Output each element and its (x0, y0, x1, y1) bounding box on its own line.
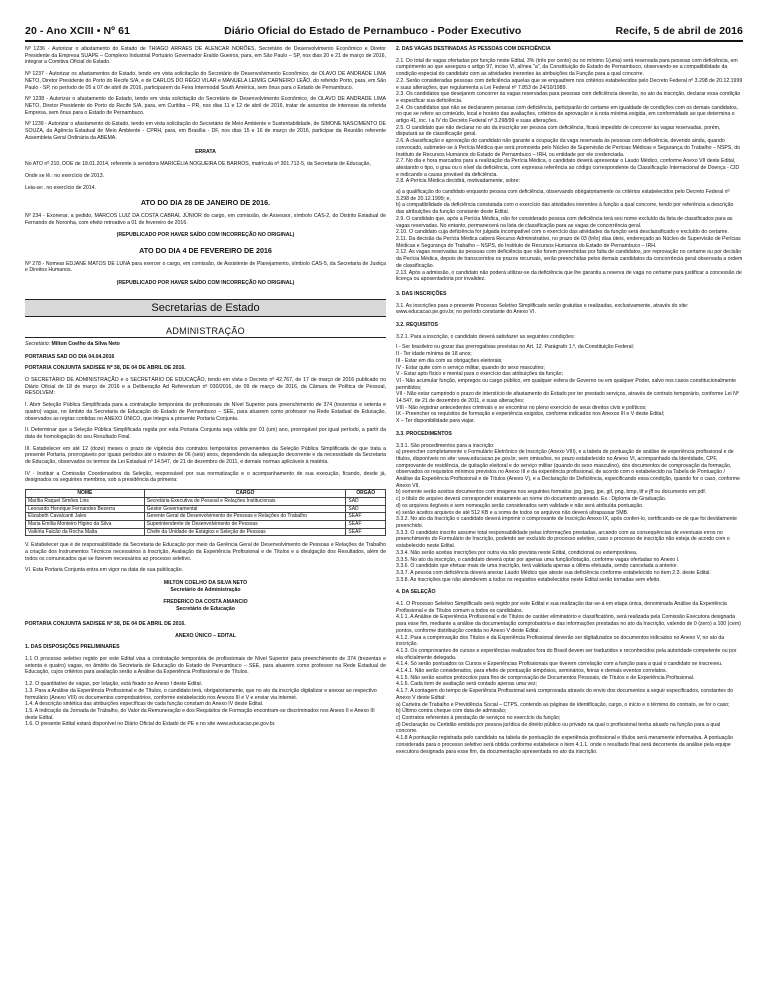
requirement-item: II - Ter idade mínima de 18 anos; (396, 351, 472, 358)
item-3-3-8: 3.3.8. As inscrições que não atenderem a todos os requisitos estabelecidos neste Edital serão tornadas sem efeito. (396, 576, 661, 583)
item-1-1: 1.1 O processo seletivo regido por este Edital visa a contratação temporária de profissionais de Nível Superior para preenchimento de 374 (trezentas e setenta e quatro) vagas, no âmbito da Secretaria de Educação do Estado de Pernambuco – SEE, para atuarem como professor na Rede Estadual de Educação, cujos critérios para avaliação serão a Análise da Experiência Profissional e de Títulos. (25, 655, 386, 676)
item-4-1-7-c: c) Contratos referentes à prestação de serviços no exercício da função; (396, 714, 561, 721)
requirement-item: I - Ser brasileiro ou gozar das prerrogativas previstas no Art. 12. Parágrafo 1.º, da Constituição Federal; (396, 344, 635, 351)
item-3-3-1-e: e) serão aceitos arquivos de até 512 KB e a soma de todos os arquivos não deverá ultrapassar 5MB. (396, 509, 629, 516)
page-header (25, 24, 743, 38)
portaria-conjunta-heading-2: PORTARIA CONJUNTA SAD/SEE Nº 38, DE 04 DE ABRIL DE 2016. (25, 620, 186, 627)
signature-1-role: Secretário de Administração (170, 586, 241, 593)
errata-title: ERRATA (195, 149, 216, 156)
table-cell: Gestor Governamental (144, 505, 346, 513)
item-3-3-6: 3.3.6. O candidato que efetuar mais de uma inscrição, terá validada apenas a última efetuada, sendo cancelada a anterior. (396, 563, 679, 570)
item-2-11: 2.11. Da decisão da Perícia Médica caberá Recurso Administrativo, no prazo de 03 (três) dias úteis, endereçado ao Núcleo de Supervisão de Perícias Médicas e Segurança do Trabalho – NSPS, do Instituto de Recursos Humanos do Estado de Pernambuco – IRH. (396, 235, 741, 249)
item-3-3-5: 3.3.5. No ato da inscrição, o candidato deverá optar por apenas uma função/lotação, conforme vagas ofertadas no Anexo I. (396, 556, 680, 563)
ato2-text: Nº 278 - Nomear EDJANE MATOS DE LUNA para exercer o cargo, em comissão, de Assistente de Planejamento, símbolo CAS-5, da Secretaria de Justiça e Direitos Humanos. (25, 260, 386, 274)
item-2-12: 2.12. As vagas reservadas às pessoas com deficiência que não forem preenchidas por falta de candidatos, por reprovação no certame ou por decisão da Perícia Médica, depois de transcorridos os prazos recursais, serão preenchidas pelos demais candidatos da concorrência geral observada a ordem de classificação. (396, 249, 743, 269)
left-column (25, 46, 386, 728)
section-4-heading: 4. DA SELEÇÃO (396, 589, 436, 596)
table-cell: Gerente Geral de Desenvolvimento de Pessoas e Relações do Trabalho (144, 513, 346, 521)
errata-text: No ATO nº 210, DOE de 18.01.2014, referente à servidora MARICÉLIA NOGUEIRA DE BARROS, matrícula nº 301.712-5, da Secretaria de Educação, (25, 161, 371, 168)
item-4-1-2: 4.1.2. Para a comprovação dos Títulos e da Experiência Profissional deverão ser digitalizados os documentos indicados no Anexo V, no ato da inscrição. (396, 634, 725, 648)
item-4-1-4-1: 4.1.4.1. Não serão considerados, para efeito de pontuação simpósios, seminários, feiras e demais eventos correlatos. (396, 668, 668, 675)
act-1238: Nº 1238 - Autorizar o afastamento do Estado, tendo em vista solicitação do Secretário de Desenvolvimento Econômico, de OLAVO DE ANDRADE LIMA NETO, Diretor Presidente do Porto do Recife S/A, para, em Curitiba – PR, nos dias 11 e 12 de abril de 2016, tratar de assuntos de interesse da referida Empresa, sem ônus para o Estado de Pernambuco. (25, 96, 386, 116)
item-3-3-1-c: c) o título do arquivo deverá corresponder exatamente ao nome do documento anexado. Ex.: Diploma de Graduação. (396, 496, 667, 503)
section-band-secretarias: Secretarias de Estado (25, 299, 386, 317)
table-cell: Chefe da Unidade de Estágios e Seleção de Pessoas (144, 528, 346, 536)
section-2-heading: 2. DAS VAGAS DESTINADAS ÀS PESSOAS COM DEFICIÊNCIA (396, 46, 551, 52)
table-row (26, 520, 386, 528)
act-1236: Nº 1236 - Autorizar o afastamento do Estado de THIAGO ARRAES DE ALENCAR NORÕES, Secretário de Desenvolvimento Econômico e Diretor Presidente da Empresa SUAPE – Complexo Industrial Portuário Governador Eraldo Gueiros, para, em São Paulo – SP, nos dias 20 e 21 de março de 2016, integrar a Comitiva Oficial do Estado. (25, 46, 386, 66)
item-1-2: 1.2. O quantitativo de vagas, por lotação, está fixado no Anexo I deste Edital. (25, 681, 203, 688)
requirement-item: V - Estar apto físico e mental para o exercício das atribuições da função; (396, 371, 563, 378)
item-v: V. Estabelecer que é de responsabilidade da Secretaria de Educação por meio da Gerência Geral de Desenvolvimento de Pessoas e Relações de Trabalho a criação dos Instrumentos Técnicos necessários à Inscrição, Avaliação da Experiência Profissional e de Títulos e a divulgação dos Resultados, além de todos os comunicados que se fizerem necessários ao processo seletivo. (25, 542, 386, 562)
commission-table (25, 489, 386, 536)
item-3-3-1-b: b) somente serão aceitos documentos com imagens nos seguintes formatos: jpg, jpeg, jpe, gif, png, bmp, tif e jff ou documento em pdf. (396, 489, 707, 496)
table-cell: SEAF (346, 520, 386, 528)
item-3-3-1-a: a) preencher completamente o Formulário Eletrônico de Inscrição (Anexo VIII), e a tabela de pontuação de análise de experiência profissional e de títulos, disponíveis no site: www.educacao.pe.gov.br, sem omissões, no prazo estabelecido no Anexo VI, acompanhado da Identidade, CPF, comprovante de residência, de quitação eleitoral e do serviço militar (quando do sexo masculino), dos documentos de comprovação da formação, observados os requisitos mínimos previstos no Anexo III e da experiência profissional, de acordo com o estabelecido na Tabela de Pontuação / Análise da Experiência Profissional e de Títulos (Anexo V), e a Declaração de Deficiência, especificando essa condição, quando for o caso, conforme Anexo VII. (396, 449, 740, 489)
portarias-heading: PORTARIAS SAD DO DIA 04.04.2016 (25, 353, 115, 360)
signature-2-name: FREDERICO DA COSTA AMANCIO (163, 599, 248, 606)
item-1-4: 1.4. A descrição sintética das atribuições específicas de cada função constam do Anexo IV deste Edital. (25, 701, 264, 708)
item-2-9: 2.9. O candidato que, após a Perícia Médica, não for considerado pessoa com deficiência terá seu nome excluído da lista de classificados para as vagas reservadas. No entanto, permanecerá na lista de classificação para as vagas de concorrência geral. (396, 215, 733, 229)
requirement-item: VII - Não estar cumprindo o prazo de interstício de afastamento do Estado por ter prestado serviços, através de contrato temporário, conforme Lei Nº 14.547, de 21 de dezembro de 2011, e suas alterações; (396, 391, 739, 405)
dept-title: ADMINISTRAÇÃO (166, 325, 245, 336)
header-date: Recife, 5 de abril de 2016 (615, 25, 743, 37)
item-1-3: 1.3. Para a Análise da Experiência Profissional e de Títulos, o candidato terá, obrigatoriamente, que no ato da inscrição digitalizar e anexar ao respectivo formulário (Anexo VIII) os documentos comprobatórios, conforme estabelecido nos Anexos III e V e enviar via internet. (25, 687, 377, 701)
requirement-item: VI - Não acumular função, empregos ou cargo público, em qualquer esfera de Governo ou em qualquer Poder, salvo nos casos constitucionalmente permitidos; (396, 377, 736, 391)
requirement-item: X – Ter disponibilidade para viajar. (396, 418, 475, 425)
section-3-3-heading: 3.3. PROCEDIMENTOS (396, 430, 452, 437)
col-cargo: CARGO (144, 490, 346, 498)
right-column (396, 46, 743, 755)
item-2-2: 2.2. Serão consideradas pessoas com deficiência aquelas que se enquadrem nos critérios estabelecidos pelo Decreto Federal nº 3.298 de 20.12.1999 e suas alterações, que regulamenta a Lei Federal nº 7.853 de 24/10/1989. (396, 77, 743, 91)
table-row (26, 505, 386, 513)
table-header-row (26, 490, 386, 498)
header-title: Diário Oficial do Estado de Pernambuco - Poder Executivo (224, 25, 522, 37)
item-1-5: 1.5. A indicação da Jornada de Trabalho, do Valor da Remuneração e dos Requisitos de Formação encontram-se discriminados nos Anexo II e Anexo III deste Edital. (25, 707, 375, 721)
anexo-title: ANEXO ÚNICO – EDITAL (175, 632, 236, 639)
section-1-heading: 1. DAS DISPOSIÇÕES PRELIMINARES (25, 644, 120, 651)
errata-onde: Onde se lê.: no exercício de 2013. (25, 172, 105, 179)
item-3-3-2: 3.3.2. No ato da Inscrição o candidato deverá imprimir o comprovante de Inscrição Anexo IX, após conferi-lo, certificando-se de que foi devidamente preenchido. (396, 516, 737, 529)
item-2-8: 2.8. A Perícia Médica decidirá, motivadamente, sobre: (396, 178, 520, 185)
col-orgao: ÓRGÃO (346, 490, 386, 498)
item-2-7: 2.7. No dia e hora marcados para a realização da Perícia Médica, o candidato deverá apresentar o Laudo Médico, conforme Anexo VII deste Edital, atestando o tipo, o grau ou o nível da deficiência, com expressa referência ao código correspondente da Classificação Internacional de Doença - CID e indicando a causa provável da deficiência. (396, 158, 740, 178)
table-cell: Leonardo Henrique Fernandes Bezerra (26, 505, 145, 513)
section-3-2-heading: 3.2. REQUISITOS (396, 322, 438, 329)
secretary-label: Secretário: (25, 340, 51, 347)
item-2-3: 2.3. Os candidatos que desejarem concorrer às vagas reservadas para pessoas com deficiência deverão, no ato da inscrição, declarar essa condição e especificar sua deficiência. (396, 91, 741, 104)
requirement-item: III - Estar em dia com as obrigações eleitorais; (396, 357, 503, 364)
item-4-1: 4.1. O Processo Seletivo Simplificado será regido por este Edital e sua realização dar-se-á em etapa única, denominada Análise da Experiência Profissional e de Títulos comum a todos os candidatos. (396, 601, 727, 614)
item-2-13: 2.13. Após a admissão, o candidato não poderá utilizar-se da deficiência que lhe garantiu a reserva de vaga no certame para justificar a concessão de licença ou aposentadoria por invalidez. (396, 269, 742, 283)
table-cell: SAD (346, 505, 386, 513)
col-nome: NOME (26, 490, 145, 498)
secretary-line (25, 341, 386, 348)
item-3-1: 3.1. As inscrições para o presente Processo Seletivo Simplificado serão gratuitas e realizadas, exclusivamente, através do site: www.educacao.pe.gov.br, no período constante do Anexo VI. (396, 302, 689, 316)
table-cell: Marília Raquel Simões Lins (26, 497, 145, 505)
table-cell: SEAF (346, 528, 386, 536)
item-3-3-4: 3.3.4. Não serão aceitas inscrições por outra via não prevista neste Edital, condicional ou extemporânea. (396, 549, 638, 556)
table-cell: Elizabeth Cavalcanti Jales (26, 513, 145, 521)
item-2-8-b: b) a compatibilidade da deficiência constatada com o exercício das atividades inerentes à função a qual concorre, tendo por referência a descrição das atribuições da função constante deste Edital. (396, 202, 734, 216)
item-2-10: 2.10. O candidato cuja deficiência for julgada incompatível com o exercício das atividades da função será desclassificado e excluído do certame. (396, 229, 729, 236)
item-3-3-1: 3.3.1. São procedimentos para a inscrição: (396, 442, 495, 449)
signature-2-role: Secretário de Educação (176, 606, 235, 613)
requirement-item: VIII - Não registrar antecedentes criminais e se encontrar no pleno exercício de seus direitos civis e políticos; (396, 404, 647, 411)
section-3-heading: 3. DAS INSCRIÇÕES (396, 290, 447, 297)
table-cell: Maria Emília Monteiro Higino da Silva (26, 520, 145, 528)
item-4-1-5: 4.1.5. Não serão aceitos protocolos para fins de comprovação de Documentos Pessoais, de Títulos e de Experiência Profissional. (396, 674, 695, 681)
item-4-1-7-a: a) Carteira de Trabalho e Previdência Social – CTPS, contendo as páginas de identificação, cargo, o início e o término do contrato, se for o caso; (396, 701, 730, 708)
item-4-1-6: 4.1.6. Cada item de avaliação será contado apenas uma vez; (396, 681, 538, 688)
republicado-note-2: (REPUBLICADO POR HAVER SAÍDO COM INCORREÇÃO NO ORIGINAL) (116, 280, 295, 287)
table-cell: Secretária Executiva de Pessoal e Relações Institucionais (144, 497, 346, 505)
item-iii: III. Estabelecer em até 12 (doze) meses o prazo de vigência dos contratos temporários provenientes da Seleção Pública Simplificada de que trata a presente Portaria, prorrogáveis por iguais períodos até o máximo de 06 (seis) anos, dependendo da adequação decorrente e da necessidade da Secretaria de Educação, observados os termos da Lei Estadual nº 14.547, de 21 de dezembro de 2011, e demais normas aplicáveis à matéria. (25, 445, 386, 466)
item-2-4: 2.4. Os candidatos que não se declararem pessoas com deficiência, participarão do certame em igualdade de condições com os demais candidatos, no que se refere ao conteúdo, local e horário das avaliações, critérios de aprovação e à nota mínima exigida, em conformidade ao que determina o artigo 41, inc. I a IV do Decreto Federal nº 3.298/99 e suas alterações. (396, 104, 738, 125)
act-1239: Nº 1239 - Autorizar o afastamento do Estado, tendo em vista solicitação do Secretário de Meio Ambiente e Sustentabilidade, de SIMONE NASCIMENTO DE SOUZA, da Agência Estadual de Meio Ambiente - CPRH, para, em Brasília - DF, nos dias 15 e 16 de março de 2016, participar da Reunião referente Assembleia Geral Ordinária da ABEMA. (25, 121, 386, 141)
item-ii: II. Determinar que a Seleção Pública Simplificada regida por esta Portaria Conjunta seja válida por 01 (um) ano, prorrogável por igual período, a partir da data de homologação do seu Resultado Final. (25, 427, 386, 440)
item-vi: VI. Esta Portaria Conjunta entra em vigor na data de sua publicação. (25, 567, 184, 574)
item-iv: IV - Instituir a Comissão Coordenadora da Seleção, responsável por sua normatização e o acompanhamento de sua execução, ficando, desde já, designados os seguintes membros, sob a presidência da primeira: (25, 470, 386, 484)
item-4-1-3: 4.1.3. Os comprovantes de cursos e experiências realizados fora do Brasil devem ser traduzidos e reconhecidos pela autoridade competente ou por ela oficialmente delegada. (396, 647, 737, 661)
requirement-item: IV - Estar quite com o serviço militar, quando do sexo masculino; (396, 364, 545, 371)
item-2-8-a: a) a qualificação do candidato enquanto pessoa com deficiência, observando obrigatoriamente os critérios estabelecidos pelo Decreto Federal nº 3.298 de 20.12.1999; e, (396, 189, 730, 202)
item-2-6: 2.6. A classificação e aprovação do candidato não garante a ocupação da vaga reservada às pessoas com deficiência, devendo ainda, quando convocado, submeter-se à Perícia Médica que será promovida pelo Núcleo de Supervisão de Perícias Médicas e Segurança do Trabalho – NSPS, do Instituto de Recursos Humanos do Estado de Pernambuco – IRH, ou entidade por ele credenciada. (396, 138, 741, 158)
table-row (26, 497, 386, 505)
item-4-1-7-d: d) Declaração ou Certidão emitida por pessoa jurídica de direito público ou privado na qual o profissional tenha atuado na função para a qual concorre. (396, 721, 721, 735)
item-3-3-3: 3.3.3. O candidato inscrito assume total responsabilidade pelas informações prestadas, arcando com as consequências de eventuais erros no preenchimento do Formulário de Inscrição, podendo ser excluído do processo seletivo, caso o processo de inscrição não esteja de acordo com o estabelecido neste Edital. (396, 529, 730, 550)
item-1-6: 1.6. O presente Edital estará disponível no Diário Oficial do Estado de PE e no site www.educacao.pe.gov.br. (25, 721, 276, 728)
item-4-1-4: 4.1.4. Só serão pontuados os Cursos e Experiências Profissionais que tiverem correlação com a função para a qual o candidato se inscreveu. (396, 661, 723, 668)
item-2-5: 2.5. O candidato que não declarar no ato da inscrição ser pessoa com deficiência, ficará impedido de concorrer às vagas reservadas, porém, disputará as de classificação geral. (396, 124, 721, 138)
table-cell: Superintendente de Desenvolvimento de Pessoas (144, 520, 346, 528)
item-3-2-1: 3.2.1. Para a inscrição, o candidato deverá satisfazer as seguintes condições: (396, 333, 576, 340)
requirement-item: IX - Preencher os requisitos de formação e experiência exigidos, conforme indicados nos Anexos III e V deste Edital; (396, 411, 665, 418)
table-cell: SEAF (346, 513, 386, 521)
ato1-text: Nº 234 - Exonerar, a pedido, MARCOS LUIZ DA COSTA CABRAL JÚNIOR do cargo, em comissão, de Assessor, símbolo CAS-2, do Distrito Estadual de Fernando de Noronha, com efeito retroativo a 01 de fevereiro de 2016. (25, 212, 386, 226)
signature-1-name: MILTON COELHO DA SILVA NETO (163, 580, 248, 587)
dept-header (25, 325, 386, 338)
header-edition: 20 - Ano XCIII • Nº 61 (25, 25, 131, 37)
item-4-1-7: 4.1.7. A contagem do tempo de Experiência Profissional será comprovada através do envio dos documentos a seguir especificados, constantes do Anexo V deste Edital: (396, 688, 734, 701)
item-3-3-1-d: d) os arquivos ilegíveis e sem nomeação serão considerados sem validade e não será atribuída pontuação. (396, 502, 644, 509)
item-4-1-1: 4.1.1. A Análise de Experiência Profissional e de Títulos de caráter eliminatório e classificatório, será realizada pela Comissão Executora designada para esse fim, mediante a análise da documentação comprobatória e das informações prestadas no ato da Inscrição, valendo de 0 (zero) a 100 (cem) pontos, conforme distribuição contida no Anexo V deste Edital. (396, 614, 741, 634)
ato2-title: ATO DO DIA 4 DE FEVEREIRO DE 2016 (139, 246, 272, 256)
ato1-title: ATO DO DIA 28 DE JANEIRO DE 2016. (140, 198, 271, 208)
table-row (26, 528, 386, 536)
errata-leia: Leia-se:. no exercício de 2014. (25, 184, 96, 191)
header-rule (25, 40, 743, 42)
act-1237: Nº 1237 - Autorizar os afastamentos do Estado, tendo em vista solicitação do Secretário de Desenvolvimento Econômico, de OLAVO DE ANDRADE LIMA NETO, Diretor Presidente do Porto do Recife S/A, e de CARLOS DO RÊGO VILAR e MANUELA LEIMIG CARNEIRO LEÃO, do referido Porto, para, em São Paulo - SP, no período de 05 a 07 de abril de 2016, participarem da Feira Intermodal South América, sem ônus para o Estado de Pernambuco. (25, 71, 386, 91)
signature-1 (25, 580, 386, 593)
table-cell: SAD (346, 497, 386, 505)
item-3-3-7: 3.3.7. A pessoa com deficiência deverá anexar Laudo Médico que ateste sua deficiência conforme estabelecido no item 2.3. deste Edital. (396, 569, 711, 576)
resolve-paragraph: O SECRETÁRIO DE ADMINISTRAÇÃO e o SECRETÁRIO DE EDUCAÇÃO, tendo em vista o Decreto nº 42.767, de 17 de março de 2016 publicado no Diário Oficial de 18 de março de 2016 e a Deliberação Ad Referendum nº 030/2016, de 09 de março de 2016, da Câmara de Política de Pessoal, RESOLVEM: (25, 376, 386, 397)
item-4-1-7-b: b) Último contra cheque com data de admissão; (396, 708, 507, 715)
item-i: I. Abrir Seleção Pública Simplificada para a contratação temporária de profissionais de Nível Superior para preenchimento de 374 (trezentas e setenta e quatro) vagas, no âmbito da Secretaria de Educação do Estado de Pernambuco – SEE, para atuarem como professor na Rede Estadual de Educação, observados as regras contidas no ANEXO ÚNICO, que integra a presente Portaria Conjunta. (25, 402, 386, 422)
item-4-1-8: 4.1.8 A pontuação registrada pelo candidato na tabela de pontuação de experiência profissional e títulos será meramente informativa. A pontuação considerada para o processo seletivo será obtida conforme estabelece o item 4.1.1. onde o resultado final será decorrente da análise pela equipe executora designada para esse fim, da documentação apresentada no ato da inscrição. (396, 735, 733, 755)
item-2-1: 2.1. Do total de vagas ofertadas por função neste Edital, 3% (três por cento) ou no mínimo 1(uma) será reservada para pessoas com deficiência, em cumprimento ao que assegura o artigo 97, inciso VI, alínea "a", da Constituição do Estado de Pernambuco, observando-se a compatibilidade da condição especial do candidato com as atividades inerentes às atribuições da Função para a qual concorre. (396, 57, 738, 78)
table-row (26, 513, 386, 521)
table-cell: Valkíria Falcão da Rocha Malta (26, 528, 145, 536)
portaria-conjunta-heading: PORTARIA CONJUNTA SAD/SEE Nº 38, DE 04 DE ABRIL DE 2016. (25, 365, 186, 372)
republicado-note-1: (REPUBLICADO POR HAVER SAÍDO COM INCORREÇÃO NO ORIGINAL) (116, 232, 295, 239)
secretary-name: Milton Coelho da Silva Neto (51, 340, 120, 347)
signature-2 (25, 599, 386, 612)
